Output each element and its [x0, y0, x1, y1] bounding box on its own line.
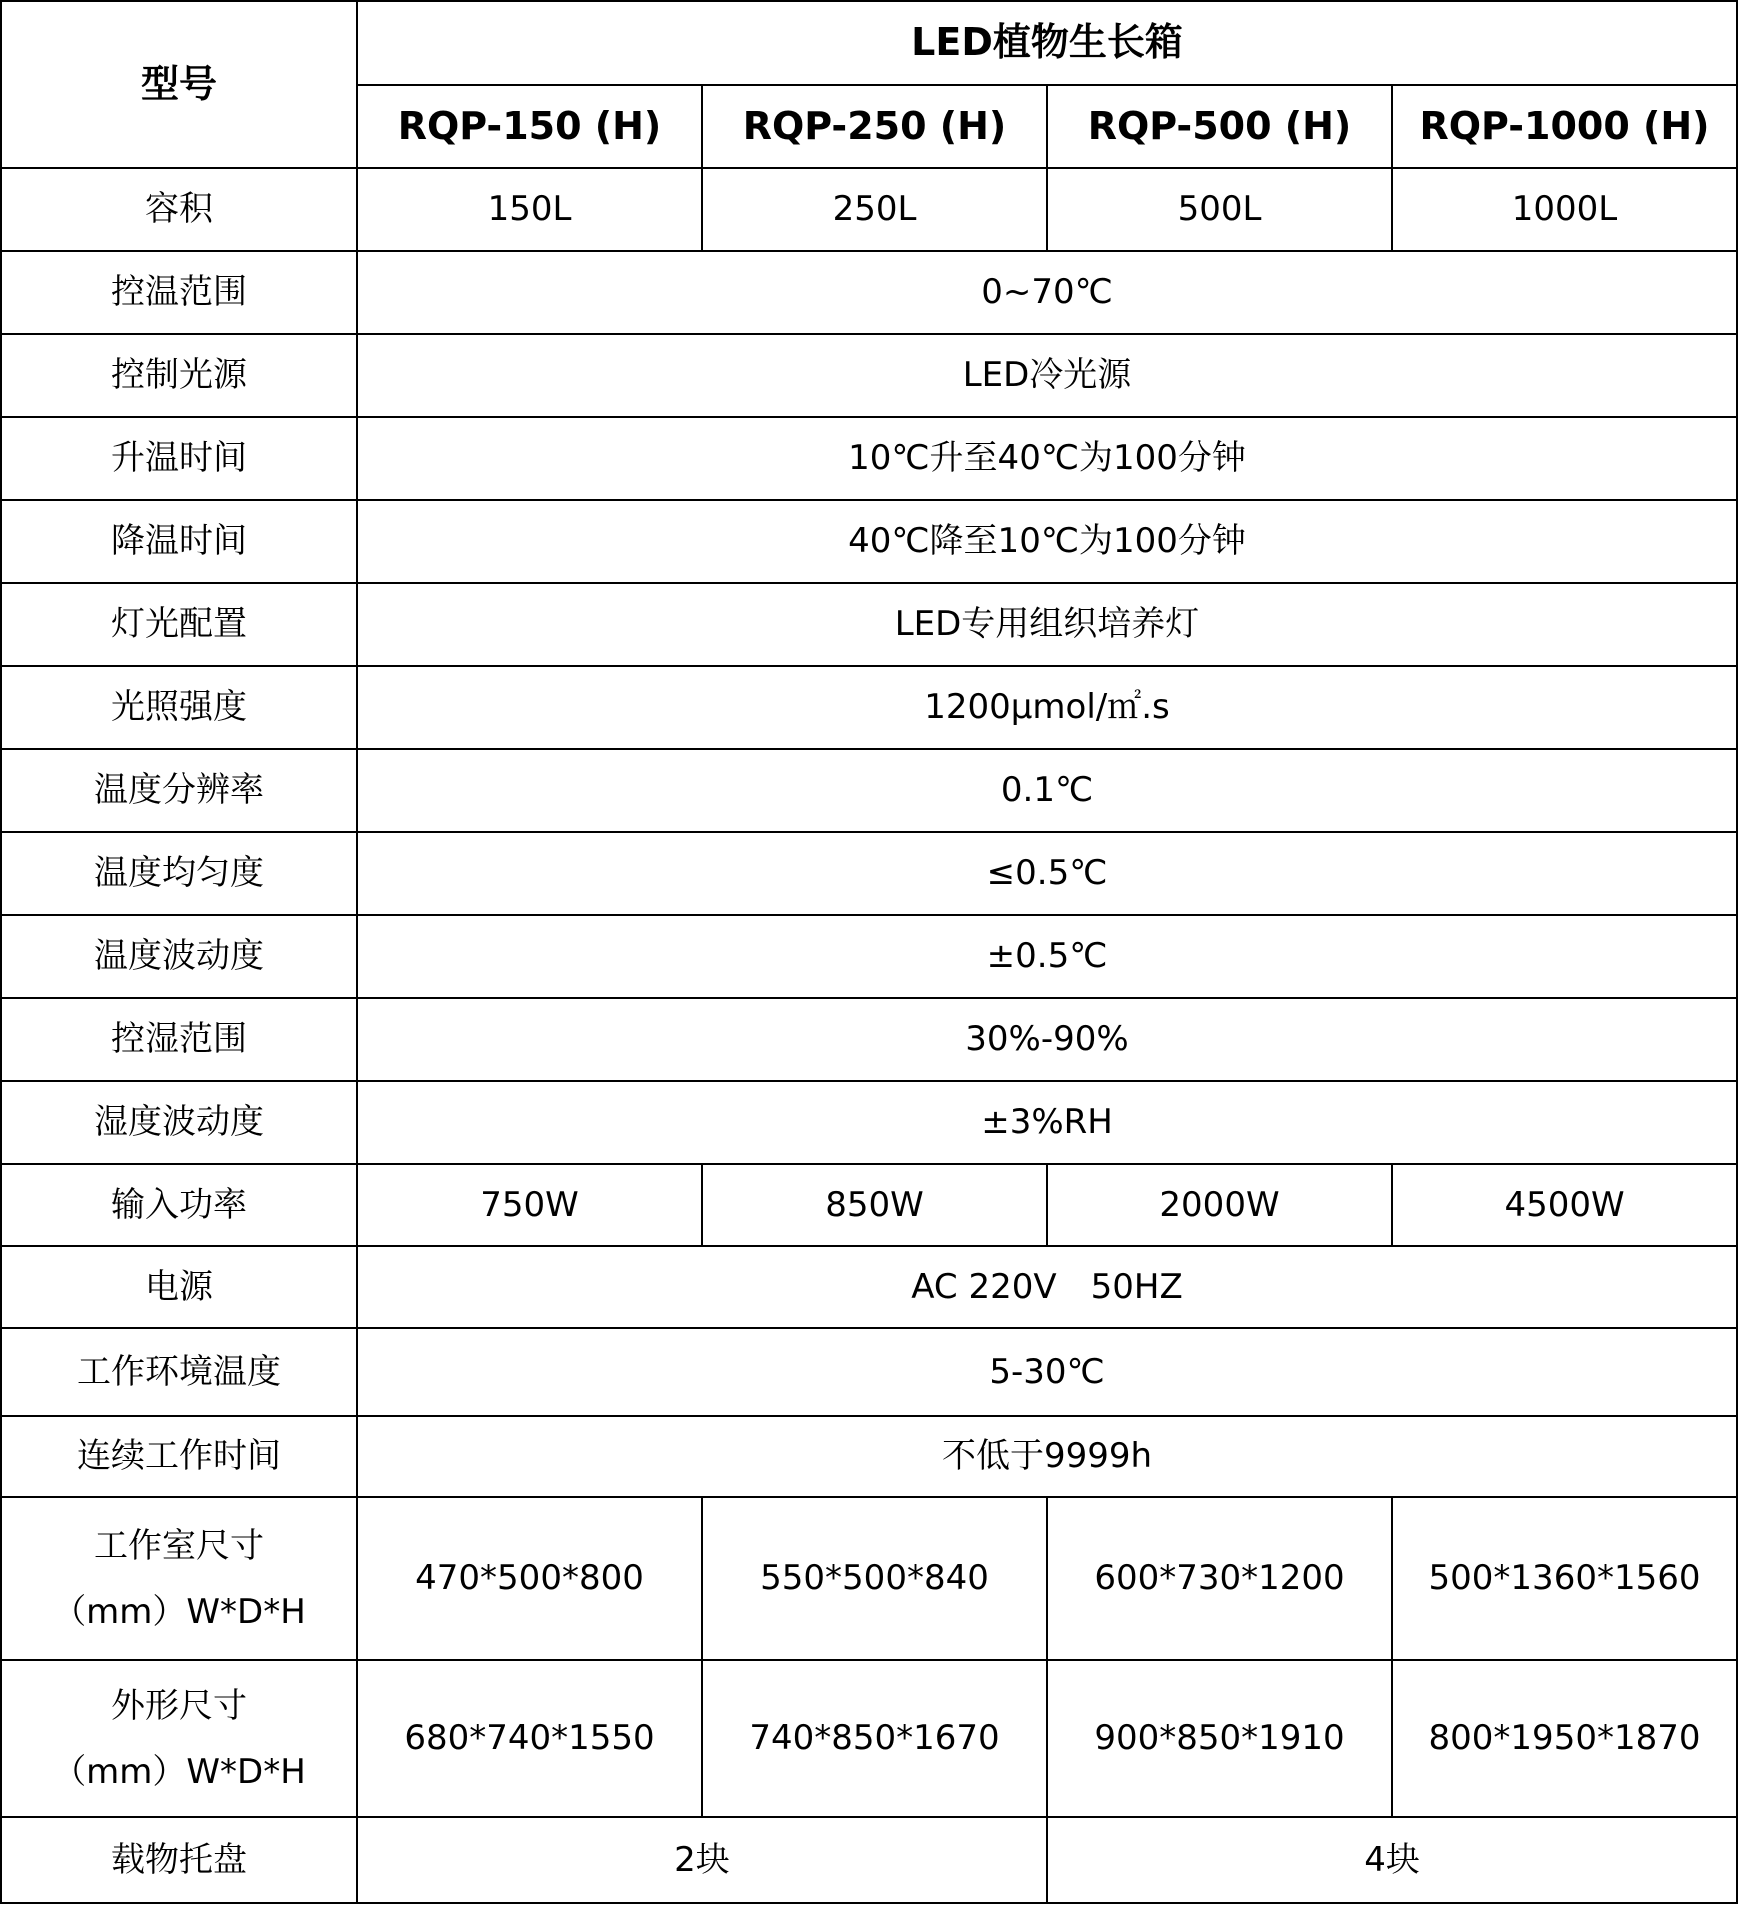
row-label: 温度波动度	[1, 915, 357, 998]
row-label-line2: （mm）W*D*H	[52, 1751, 306, 1792]
cell-value: 30%-90%	[357, 998, 1737, 1081]
cell-value: LED冷光源	[357, 334, 1737, 417]
cell-value: ±0.5℃	[357, 915, 1737, 998]
row-light-intensity	[1, 666, 1737, 749]
row-label-line2: （mm）W*D*H	[52, 1591, 306, 1632]
row-label: 控温范围	[1, 251, 357, 334]
row-label-line1: 外形尺寸	[111, 1685, 247, 1726]
row-outer-size	[1, 1660, 1737, 1817]
row-light-config	[1, 583, 1737, 666]
row-cool-time	[1, 500, 1737, 583]
row-temp-range	[1, 251, 1737, 334]
model-label: 型号	[1, 1, 357, 168]
cell-value: 470*500*800	[357, 1497, 702, 1660]
row-label: 温度均匀度	[1, 832, 357, 915]
row-label: 工作环境温度	[1, 1328, 357, 1416]
row-label: 湿度波动度	[1, 1081, 357, 1164]
product-title: LED植物生长箱	[357, 1, 1737, 85]
cell-value: 150L	[357, 168, 702, 251]
row-label	[1, 1497, 357, 1660]
row-label: 输入功率	[1, 1164, 357, 1246]
row-temp-uniformity	[1, 832, 1737, 915]
cell-value: ±3%RH	[357, 1081, 1737, 1164]
row-temp-fluctuation	[1, 915, 1737, 998]
cell-value: 500*1360*1560	[1392, 1497, 1737, 1660]
cell-value: 0~70℃	[357, 251, 1737, 334]
row-temp-resolution	[1, 749, 1737, 832]
cell-value: 750W	[357, 1164, 702, 1246]
row-power-supply	[1, 1246, 1737, 1328]
cell-value: 800*1950*1870	[1392, 1660, 1737, 1817]
row-label: 连续工作时间	[1, 1416, 357, 1497]
cell-value: 2块	[357, 1817, 1047, 1903]
cell-value: LED专用组织培养灯	[357, 583, 1737, 666]
row-label: 载物托盘	[1, 1817, 357, 1903]
cell-value: AC 220V 50HZ	[357, 1246, 1737, 1328]
cell-value: 550*500*840	[702, 1497, 1047, 1660]
model-name: RQP-1000 (H)	[1392, 85, 1737, 168]
cell-value: 500L	[1047, 168, 1392, 251]
row-label: 控湿范围	[1, 998, 357, 1081]
cell-value: 600*730*1200	[1047, 1497, 1392, 1660]
model-name: RQP-150 (H)	[357, 85, 702, 168]
cell-value: 5-30℃	[357, 1328, 1737, 1416]
row-trays	[1, 1817, 1737, 1903]
cell-value: 0.1℃	[357, 749, 1737, 832]
cell-value: 250L	[702, 168, 1047, 251]
cell-value: 4块	[1047, 1817, 1737, 1903]
cell-value: 4500W	[1392, 1164, 1737, 1246]
cell-value: 40℃降至10℃为100分钟	[357, 500, 1737, 583]
row-light-source	[1, 334, 1737, 417]
row-chamber-size	[1, 1497, 1737, 1660]
row-ambient-temp	[1, 1328, 1737, 1416]
cell-value: 2000W	[1047, 1164, 1392, 1246]
row-label: 容积	[1, 168, 357, 251]
cell-value: ≤0.5℃	[357, 832, 1737, 915]
row-humidity-range	[1, 998, 1737, 1081]
model-name: RQP-250 (H)	[702, 85, 1047, 168]
row-volume	[1, 168, 1737, 251]
row-label: 控制光源	[1, 334, 357, 417]
row-continuous-time	[1, 1416, 1737, 1497]
header-row-title	[1, 1, 1737, 85]
cell-value: 900*850*1910	[1047, 1660, 1392, 1817]
row-label: 灯光配置	[1, 583, 357, 666]
row-label	[1, 1660, 357, 1817]
cell-value: 1200μmol/㎡.s	[357, 666, 1737, 749]
row-humidity-fluctuation	[1, 1081, 1737, 1164]
row-label: 升温时间	[1, 417, 357, 500]
cell-value: 850W	[702, 1164, 1047, 1246]
row-label: 降温时间	[1, 500, 357, 583]
cell-value: 740*850*1670	[702, 1660, 1047, 1817]
row-input-power	[1, 1164, 1737, 1246]
row-heat-time	[1, 417, 1737, 500]
row-label: 温度分辨率	[1, 749, 357, 832]
cell-value: 680*740*1550	[357, 1660, 702, 1817]
row-label-line1: 工作室尺寸	[94, 1525, 264, 1566]
model-name: RQP-500 (H)	[1047, 85, 1392, 168]
row-label: 光照强度	[1, 666, 357, 749]
row-label: 电源	[1, 1246, 357, 1328]
cell-value: 1000L	[1392, 168, 1737, 251]
cell-value: 不低于9999h	[357, 1416, 1737, 1497]
cell-value: 10℃升至40℃为100分钟	[357, 417, 1737, 500]
